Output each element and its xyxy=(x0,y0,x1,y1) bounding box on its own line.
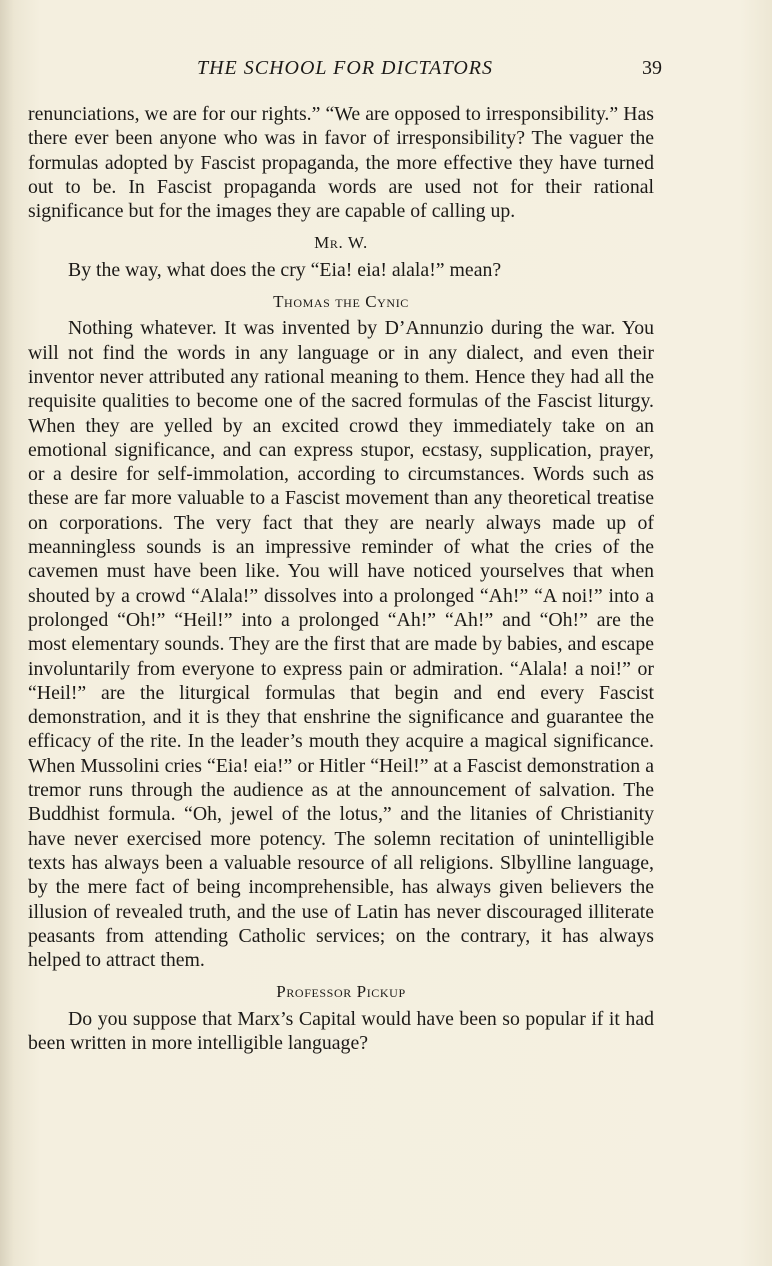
speaker-name: Thomas the Cynic xyxy=(273,292,409,312)
paragraph: By the way, what does the cry “Eia! eia! alala!” mean? xyxy=(68,258,502,281)
paragraph: renunciations, we are for our rights.” “We are opposed to irresponsibility.” Has there ever been anyone who was in favor of irresponsibility? The vaguer the formulas adopted by Fascist propaganda, the more effective they have turned out to be. In Fascist propaganda words are used not for their rational significance but for the images they are capable of calling up. xyxy=(28,103,654,223)
paragraph: Nothing whatever. It was invented by D’Annunzio during the war. You will not find the words in any language or in any dialect, and even their inventor never attributed any rational meaning to them. Hence they had all the requisite qualities to become one of the sacred formulas of the Fascist liturgy. When they are yelled by an excited crowd they immediately take on an emotional significance, and can express stupor, ecstasy, supplication, prayer, or a desire for self-immolation, according to circumstances. Words such as these are far more valuable to a Fascist movement than any theoretical treatise on corporations. The very fact that they are nearly always made up of meanningless sounds is an impressive reminder of what the cries of the cavemen must have been like. You will have noticed yourselves that when shouted by a crowd “Alala!” dissolves into a prolonged “Ah!” “A noi!” into a prolonged “Oh!” “Heil!” into a prolonged “Ah!” “Ah!” and “Oh!” are the most elementary sounds. They are the first that are made by babies, and escape involuntarily from everyone to express pain or admiration. “Alala! a noi!” or “Heil!” are the liturgical formulas that begin and end every Fascist demonstration, and it is they that enshrine the significance and guarantee the efficacy of the rite. In the leader’s mouth they acquire a magical significance. When Mussolini cries “Eia! eia!” or Hitler “Heil!” at a Fascist demonstration a tremor runs through the audience as at the announcement of salvation. The Buddhist formula. “Oh, jewel of the lotus,” and the litanies of Christianity have never exercised more potency. The solemn recitation of unintelligible texts has always been a valuable resource of all religions. Slbylline language, by the mere fact of being incomprehensible, has always given believers the illusion of revealed truth, and the use of Latin has never discouraged illiterate peasants from attending Catholic services; on the contrary, it has always helped to attract them. xyxy=(28,317,654,972)
speaker-name: Professor Pickup xyxy=(276,982,406,1002)
page-number: 39 xyxy=(642,57,662,79)
paragraph: Do you suppose that Marx’s Capital would have been so popular if it had been written in more intelligible language? xyxy=(28,1007,654,1054)
running-title: THE SCHOOL FOR DICTATORS xyxy=(196,57,494,79)
body-text xyxy=(28,102,654,1055)
page-header xyxy=(28,57,662,87)
speaker-name: Mr. W. xyxy=(314,233,368,253)
